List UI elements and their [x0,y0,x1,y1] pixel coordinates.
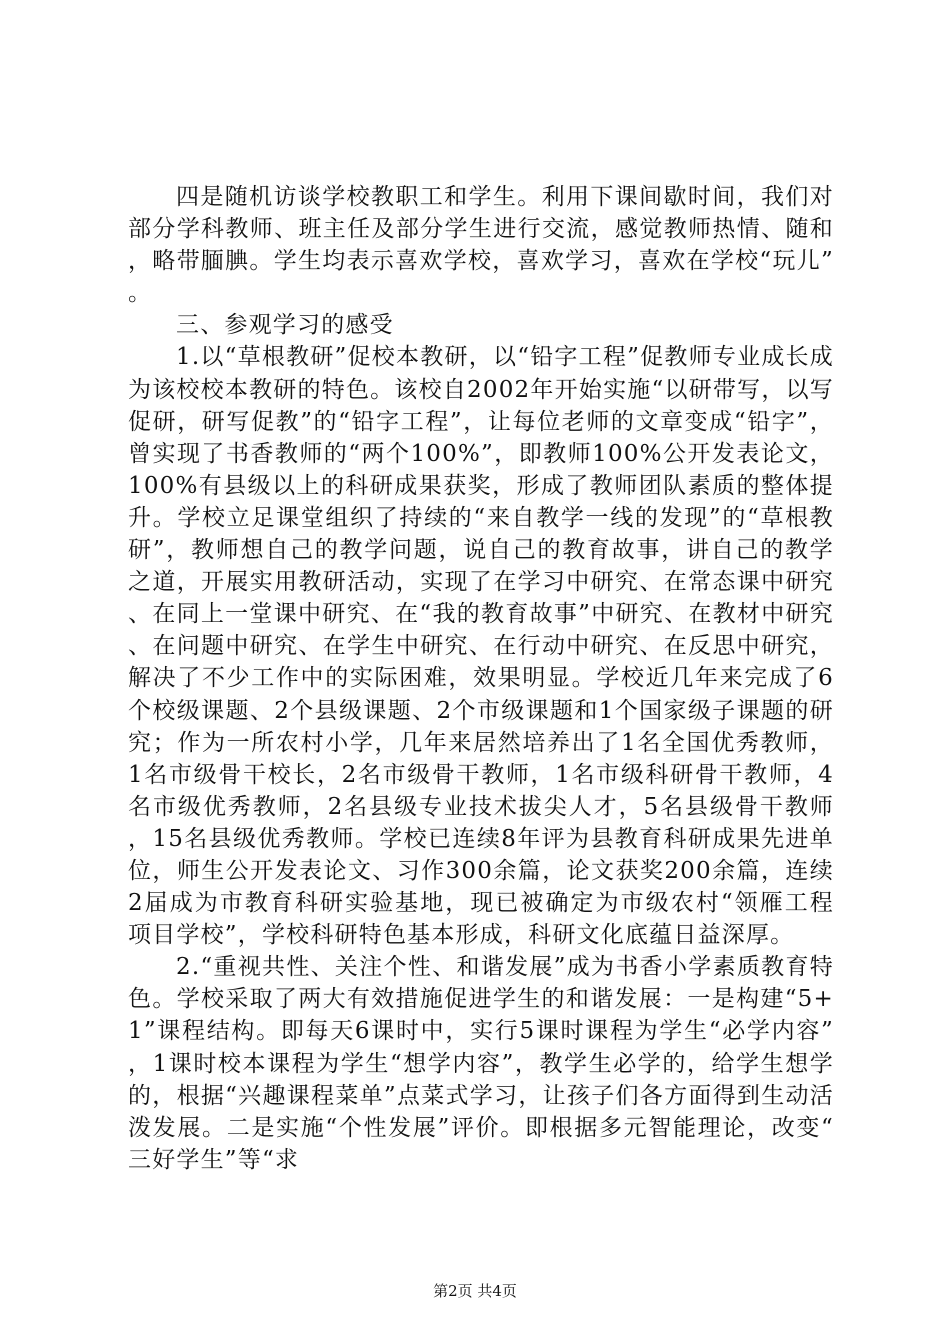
section-heading: 三、参观学习的感受 [176,312,394,339]
paragraph-interviews: 四是随机访谈学校教职工和学生。利用下课间歇时间，我们对部分学科教师、班主任及部分学生进行交流，感觉教师热情、随和，略带腼腆。学生均表示喜欢学校，喜欢学习，喜欢在学校“玩儿”。 [128,184,834,307]
document-body [128,181,834,1176]
paragraph-quality-education: 2.“重视共性、关注个性、和谐发展”成为书香小学素质教育特色。学校采取了两大有效措施促进学生的和谐发展：一是构建“5+1”课程结构。即每天6课时中，实行5课时课程为学生“必学内容”，1课时校本课程为学生“想学内容”，教学生必学的，给学生想学的，根据“兴趣课程菜单”点菜式学习，让孩子们各方面得到生动活泼发展。二是实施“个性发展”评价。即根据多元智能理论，改变“三好学生”等“求 [128,954,834,1173]
page-number-footer: 第2页 共4页 [433,1282,517,1300]
paragraph-teaching-research: 1.以“草根教研”促校本教研，以“铅字工程”促教师专业成长成为该校校本教研的特色。该校自2002年开始实施“以研带写，以写促研，研写促教”的“铅字工程”，让每位老师的文章变成“铅字”，曾实现了书香教师的“两个100%”，即教师100%公开发表论文，100%有县级以上的科研成果获奖，形成了教师团队素质的整体提升。学校立足课堂组织了持续的“来自教学一线的发现”的“草根教研”，教师想自己的教学问题，说自己的教育故事，讲自己的教学之道，开展实用教研活动，实现了在学习中研究、在常态课中研究、在同上一堂课中研究、在“我的教育故事”中研究、在教材中研究、在问题中研究、在学生中研究、在行动中研究、在反思中研究，解决了不少工作中的实际困难，效果明显。学校近几年来完成了6个校级课题、2个县级课题、2个市级课题和1个国家级子课题的研究；作为一所农村小学，几年来居然培养出了1名全国优秀教师，1名市级骨干校长，2名市级骨干教师，1名市级科研骨干教师，4名市级优秀教师，2名县级专业技术拔尖人才，5名县级骨干教师，15名县级优秀教师。学校已连续8年评为县教育科研成果先进单位，师生公开发表论文、习作300余篇，论文获奖200余篇，连续2届成为市教育科研实验基地，现已被确定为市级农村“领雁工程项目学校”，学校科研特色基本形成，科研文化底蕴日益深厚。 [128,344,834,949]
